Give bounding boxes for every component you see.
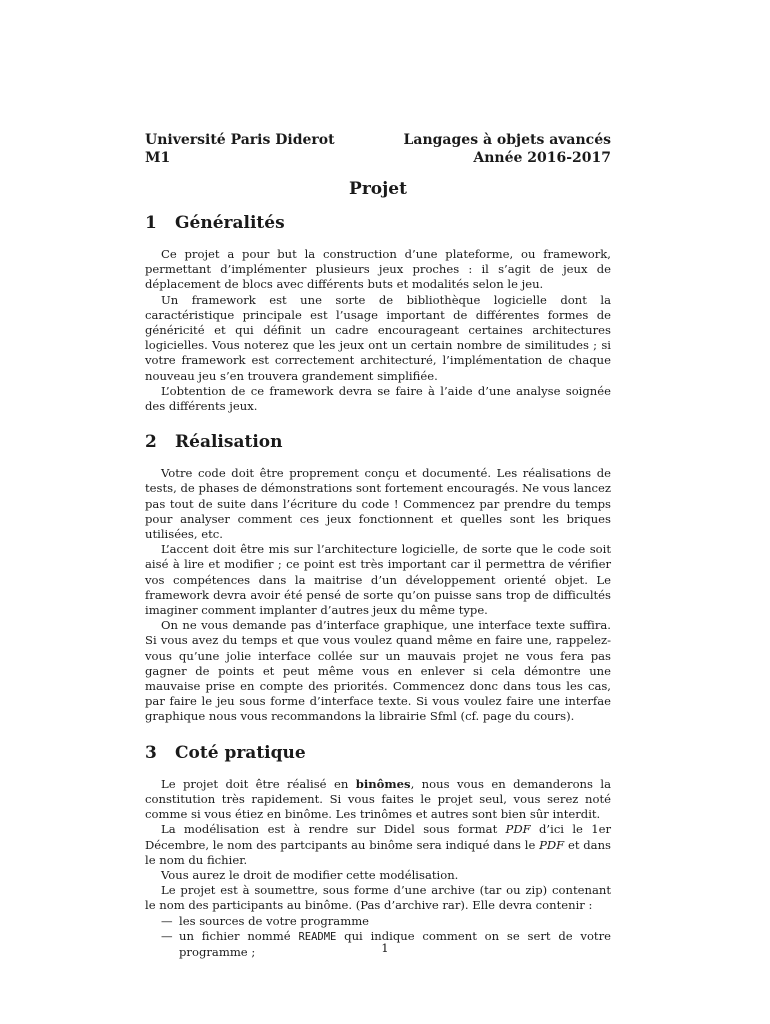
level: M1 bbox=[145, 150, 171, 166]
document-page bbox=[145, 131, 611, 978]
paragraph: Un framework est une sorte de bibliothèque logicielle dont la caractéristique principale est l’usage important de différentes formes de généricité et qui définit un cadre encourageant certaines architectures logicielles. Vous noterez que les jeux ont un certain nombre de similitudes ; si votre framework est correctement architecturé, l’implémentation de chaque nouveau jeu s’en trouvera grandement simplifiée. bbox=[145, 292, 611, 383]
paragraph: La modélisation est à rendre sur Didel sous format PDF d’ici le 1er Décembre, le nom des partcipants au binôme sera indiqué dans le PDF et dans le nom du fichier. bbox=[145, 822, 611, 867]
paragraph: L’accent doit être mis sur l’architecture logicielle, de sorte que le code soit aisé à lire et modifier ; ce point est très important car il permettra de vérifier vos compétences dans la maitrise d’un développement orienté objet. Le framework devra avoir été pensé de sorte qu’on puisse sans trop de difficultés imaginer comment implanter d’autres jeux du même type. bbox=[145, 542, 611, 618]
paragraph: On ne vous demande pas d’interface graphique, une interface texte suffira. Si vous avez du temps et que vous voulez quand même en faire une, rappelez-vous qu’une jolie interface collée sur un mauvais projet ne vous fera pas gagner de points et peut même vous en enlever si cela démontre une mauvaise prise en compte des priorités. Commencez donc dans tous les cas, par faire le jeu sous forme d’interface texte. Si vous voulez faire une interfae graphique nous vous recommandons la librairie Sfml (cf. page du cours). bbox=[145, 618, 611, 724]
document-title: Projet bbox=[349, 179, 407, 199]
list-item: — un fichier nommé README qui indique comment on se sert de votre programme ; bbox=[163, 929, 611, 960]
page-number: 1 bbox=[381, 941, 389, 955]
paragraph: Ce projet a pour but la construction d’une plateforme, ou framework, permettant d’implémenter plusieurs jeux proches : il s’agit de jeux de déplacement de blocs avec différents buts et modalités selon le jeu. bbox=[145, 247, 611, 292]
course-name: Langages à objets avancés bbox=[403, 132, 611, 148]
paragraph: Le projet doit être réalisé en binômes, nous vous en demanderons la constitution très rapidement. Si vous faites le projet seul, vous serez noté comme si vous étiez en binôme. Les trinômes et autres sont bien sûr interdit. bbox=[145, 776, 612, 822]
document-header bbox=[145, 131, 611, 167]
section-generalites bbox=[145, 213, 611, 414]
paragraph: Votre code doit être proprement conçu et documenté. Les réalisations de tests, de phases de démonstrations sont fortement encouragés. Ne vous lancez pas tout de suite dans l’écriture du code ! Commencez par prendre du temps pour analyser comment ces jeux fonctionnent et quelles sont les briques utilisées, etc. bbox=[145, 466, 611, 542]
university-name: Université Paris Diderot bbox=[145, 132, 335, 148]
paragraph: Vous aurez le droit de modifier cette modélisation. bbox=[161, 867, 459, 882]
list-item: — les sources de votre programme bbox=[163, 914, 611, 929]
section-heading: 2 Réalisation bbox=[145, 432, 283, 453]
academic-year: Année 2016-2017 bbox=[473, 150, 611, 166]
section-realisation bbox=[145, 432, 611, 724]
paragraph: Le projet est à soumettre, sous forme d’une archive (tar ou zip) contenant le nom des participants au binôme. (Pas d’archive rar). Elle devra contenir : bbox=[145, 883, 611, 913]
header-left bbox=[145, 131, 335, 167]
header-right bbox=[404, 131, 611, 167]
paragraph: L’obtention de ce framework devra se faire à l’aide d’une analyse soignée des différents jeux. bbox=[145, 383, 611, 414]
section-heading: 1 Généralités bbox=[145, 213, 285, 233]
section-cote-pratique bbox=[145, 743, 611, 960]
section-heading: 3 Coté pratique bbox=[145, 742, 306, 763]
